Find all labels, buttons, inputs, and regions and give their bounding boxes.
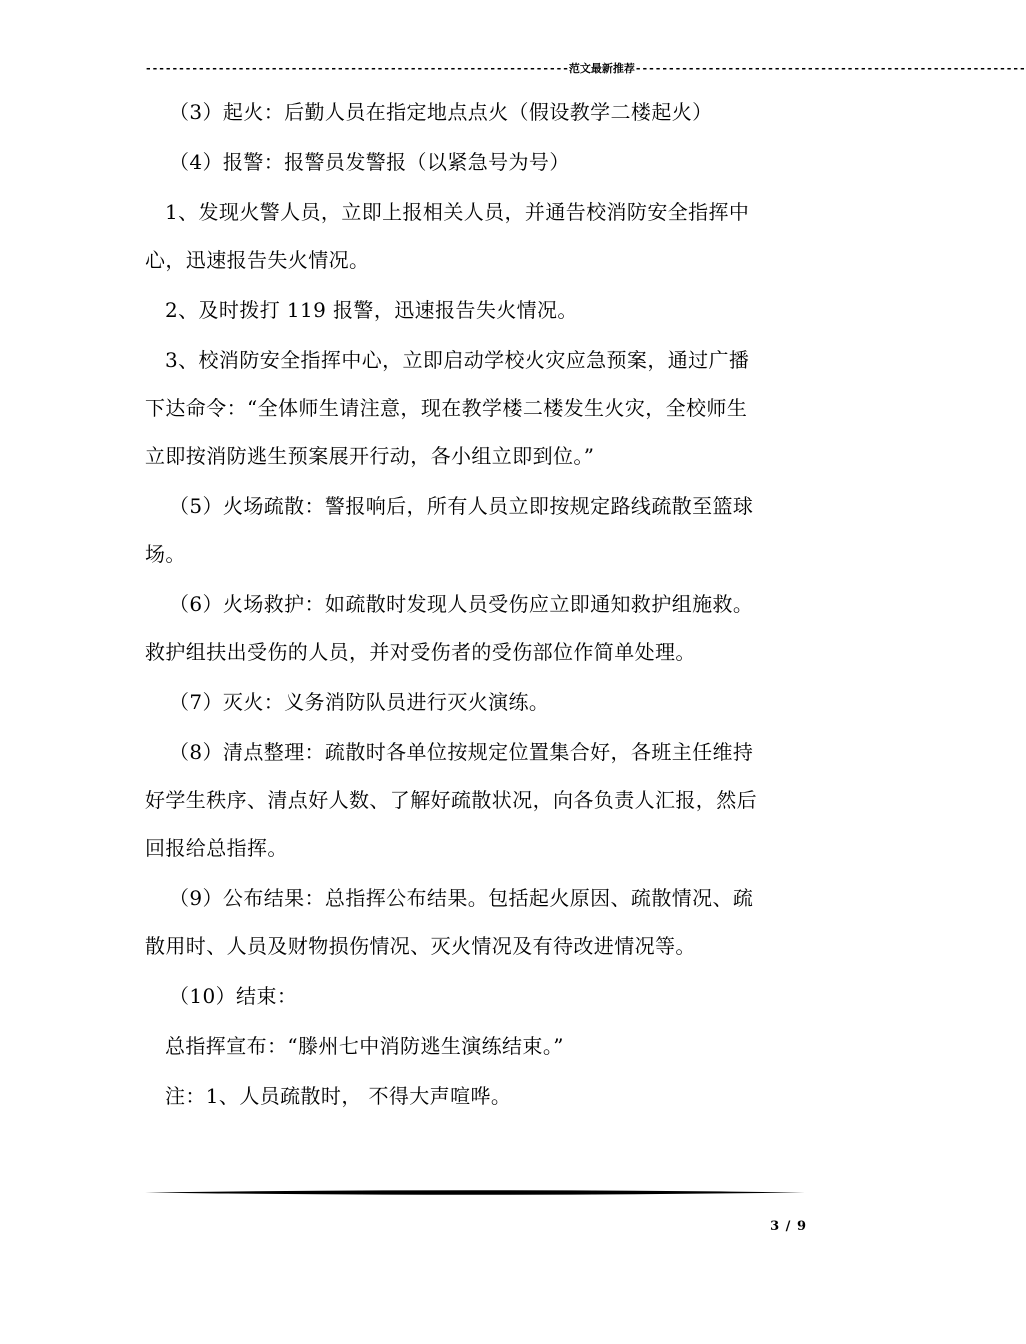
paragraph-alarm-step-3-line-2: 下达命令：“全体师生请注意，现在教学楼二楼发生火灾，全校师生 xyxy=(145,396,748,420)
paragraph-alarm-step-1-line-1: 1、发现火警人员，立即上报相关人员，并通告校消防安全指挥中 xyxy=(165,200,750,224)
paragraph-rescue-line-2: 救护组扶出受伤的人员，并对受伤者的受伤部位作简单处理。 xyxy=(145,640,696,664)
paragraph-headcount-line-3: 回报给总指挥。 xyxy=(145,836,288,860)
header-dashes-right: ----------------------------------------------------------- xyxy=(634,62,1026,75)
paragraph-alarm: （4）报警：报警员发警报（以紧急号为号） xyxy=(169,150,570,174)
page-number: 3 / 9 xyxy=(770,1219,807,1234)
paragraph-alarm-step-3-line-1: 3、校消防安全指挥中心，立即启动学校火灾应急预案，通过广播 xyxy=(165,348,750,372)
paragraph-evacuation-line-1: （5）火场疏散：警报响后，所有人员立即按规定路线疏散至篮球 xyxy=(169,494,754,518)
paragraph-note: 注：1、人员疏散时， 不得大声喧哗。 xyxy=(165,1084,512,1108)
paragraph-announcement: 总指挥宣布：“滕州七中消防逃生演练结束。” xyxy=(165,1034,564,1058)
document-body xyxy=(145,100,820,1108)
paragraph-alarm-step-3-line-3: 立即按消防逃生预案展开行动，各小组立即到位。” xyxy=(145,444,595,468)
paragraph-alarm-step-1-line-2: 心，迅速报告失火情况。 xyxy=(145,248,370,272)
footer-rule xyxy=(145,1189,805,1196)
header-dashes-left: ---------------------------------------------------------------- xyxy=(145,62,569,75)
header-title: 范文最新推荐 xyxy=(568,62,635,75)
paragraph-alarm-step-2: 2、及时拨打 119 报警，迅速报告失火情况。 xyxy=(165,298,578,322)
paragraph-end: （10）结束： xyxy=(169,984,298,1008)
paragraph-fire-start: （3）起火：后勤人员在指定地点点火（假设教学二楼起火） xyxy=(169,100,713,124)
paragraph-headcount-line-1: （8）清点整理：疏散时各单位按规定位置集合好，各班主任维持 xyxy=(169,740,754,764)
paragraph-rescue-line-1: （6）火场救护：如疏散时发现人员受伤应立即通知救护组施救。 xyxy=(169,592,754,616)
paragraph-results-line-1: （9）公布结果：总指挥公布结果。包括起火原因、疏散情况、疏 xyxy=(169,886,754,910)
paragraph-headcount-line-2: 好学生秩序、清点好人数、了解好疏散状况，向各负责人汇报，然后 xyxy=(145,788,757,812)
paragraph-evacuation-line-2: 场。 xyxy=(145,542,186,566)
page-header xyxy=(145,60,1026,78)
paragraph-results-line-2: 散用时、人员及财物损伤情况、灭火情况及有待改进情况等。 xyxy=(145,934,696,958)
paragraph-extinguish: （7）灭火：义务消防队员进行灭火演练。 xyxy=(169,690,550,714)
